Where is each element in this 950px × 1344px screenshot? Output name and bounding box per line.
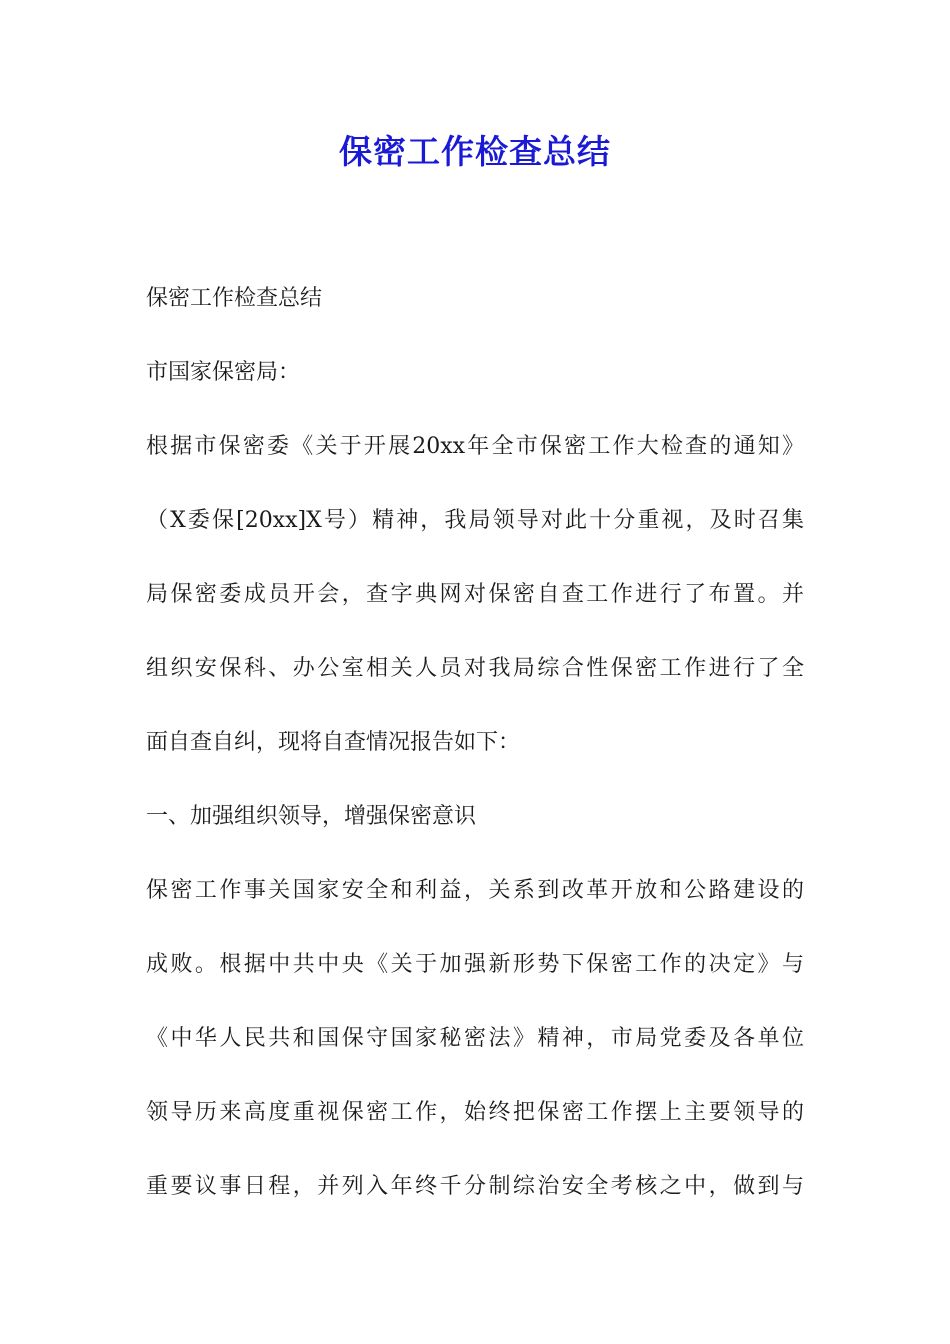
body-line-subtitle: 保密工作检查总结 xyxy=(146,286,323,311)
body-line: 根据市保密委《关于开展20xx年全市保密工作大检查的通知》 xyxy=(146,434,804,459)
document-title: 保密工作检查总结 xyxy=(339,132,611,171)
body-line: 局保密委成员开会，查字典网对保密自查工作进行了布置。并 xyxy=(146,582,804,607)
body-line: 成败。根据中共中央《关于加强新形势下保密工作的决定》与 xyxy=(146,952,804,977)
body-line: （X委保[20xx]X号）精神，我局领导对此十分重视，及时召集 xyxy=(146,508,804,533)
body-line: 重要议事日程，并列入年终千分制综治安全考核之中，做到与 xyxy=(146,1174,804,1199)
body-line: 《中华人民共和国保守国家秘密法》精神，市局党委及各单位 xyxy=(146,1026,804,1051)
body-line: 面自查自纠，现将自查情况报告如下： xyxy=(146,730,521,755)
body-line-addressee: 市国家保密局： xyxy=(146,360,301,385)
body-line: 保密工作事关国家安全和利益，关系到改革开放和公路建设的 xyxy=(146,878,804,903)
body-line: 领导历来高度重视保密工作，始终把保密工作摆上主要领导的 xyxy=(146,1100,804,1125)
section-heading: 一、加强组织领导，增强保密意识 xyxy=(146,804,477,829)
body-line: 组织安保科、办公室相关人员对我局综合性保密工作进行了全 xyxy=(146,656,804,681)
document-body xyxy=(146,262,804,1224)
